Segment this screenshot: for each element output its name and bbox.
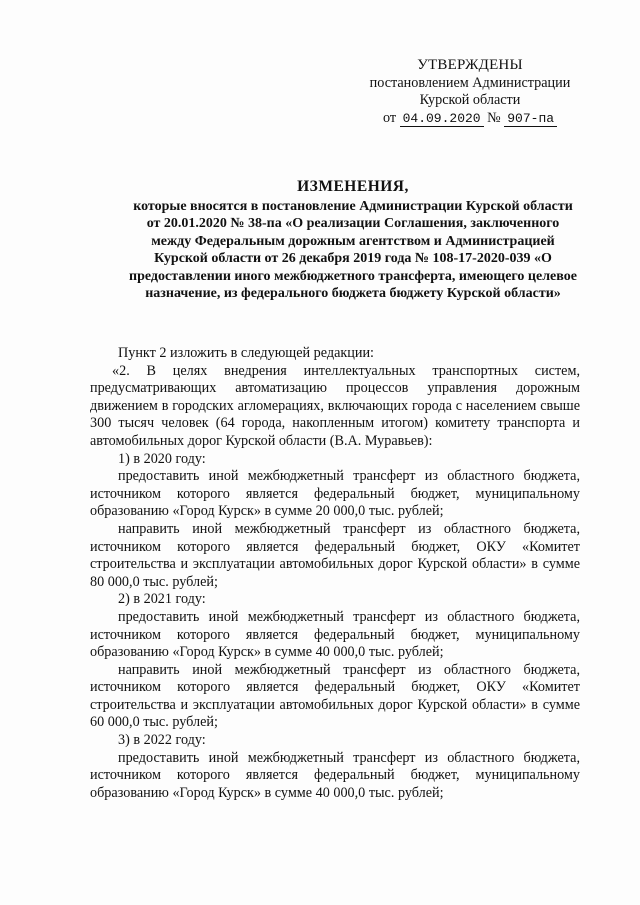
approval-stamp (360, 57, 580, 127)
year-2022-heading: 3) в 2022 году: (118, 732, 206, 749)
year-2020-heading: 1) в 2020 году: (118, 450, 206, 467)
date-prefix: от (382, 109, 397, 126)
approval-region: Курской области (419, 92, 521, 109)
year-2020-item-a: предоставить иной межбюджетный трансферт из областного бюджета, источником которого является федеральный бюджет, муниципальному образованию «Город Курск» в сумме 20 000,0 тыс. рублей; (90, 468, 580, 520)
title-heading: ИЗМЕНЕНИЯ, (297, 178, 409, 195)
year-2021-item-b: направить иной межбюджетный трансферт из областного бюджета, источником которого является федеральный бюджет, ОКУ «Комитет строительства и эксплуатации автомобильных дорог Курской области» в сумме 60 000,0 тыс. рублей; (90, 661, 580, 731)
document-title (128, 178, 578, 303)
intro-paragraph: Пункт 2 изложить в следующей редакции: (118, 345, 374, 361)
document-body (90, 345, 580, 802)
approval-authority: постановлением Администрации (369, 74, 571, 91)
approval-date-line (360, 110, 580, 128)
paragraph-2: «2. В целях внедрения интеллектуальных транспортных систем, предусматривающих автоматизацию процессов управления дорожным движением в городских агломерациях, включающих города с населением свыше 300 тысяч человек (64 города, накопленным итогом) комитету транспорта и автомобильных дорог Курской области (В.А. Муравьев): (90, 362, 580, 449)
year-2021-item-a: предоставить иной межбюджетный трансферт из областного бюджета, источником которого является федеральный бюджет, муниципальному образованию «Город Курск» в сумме 40 000,0 тыс. рублей; (90, 608, 580, 661)
year-2022-item-a: предоставить иной межбюджетный трансферт из областного бюджета, источником которого является федеральный бюджет, муниципальному образованию «Город Курск» в сумме 40 000,0 тыс. рублей; (90, 749, 580, 801)
year-2020-item-b: направить иной межбюджетный трансферт из областного бюджета, источником которого является федеральный бюджет, ОКУ «Комитет строительства и эксплуатации автомобильных дорог Курской области» в сумме 80 000,0 тыс. рублей; (90, 520, 580, 590)
year-2021-heading: 2) в 2021 году: (118, 591, 206, 608)
approval-date: 04.09.2020 (400, 112, 484, 127)
title-subtitle: которые вносятся в постановление Администрации Курской области от 20.01.2020 № 38-па «О реализации Соглашения, заключенного между Федеральным дорожным агентством и Администрацией Курской области от 26 декабря 2019 года № 108-17-2020-039 «О предоставлении иного межбюджетного трансферта, имеющего целевое назначение, из федерального бюджета бюджету Курской области» (129, 198, 577, 302)
approval-heading: УТВЕРЖДЕНЫ (417, 57, 523, 73)
approval-number: 907-па (504, 112, 557, 127)
number-prefix: № (487, 109, 501, 126)
